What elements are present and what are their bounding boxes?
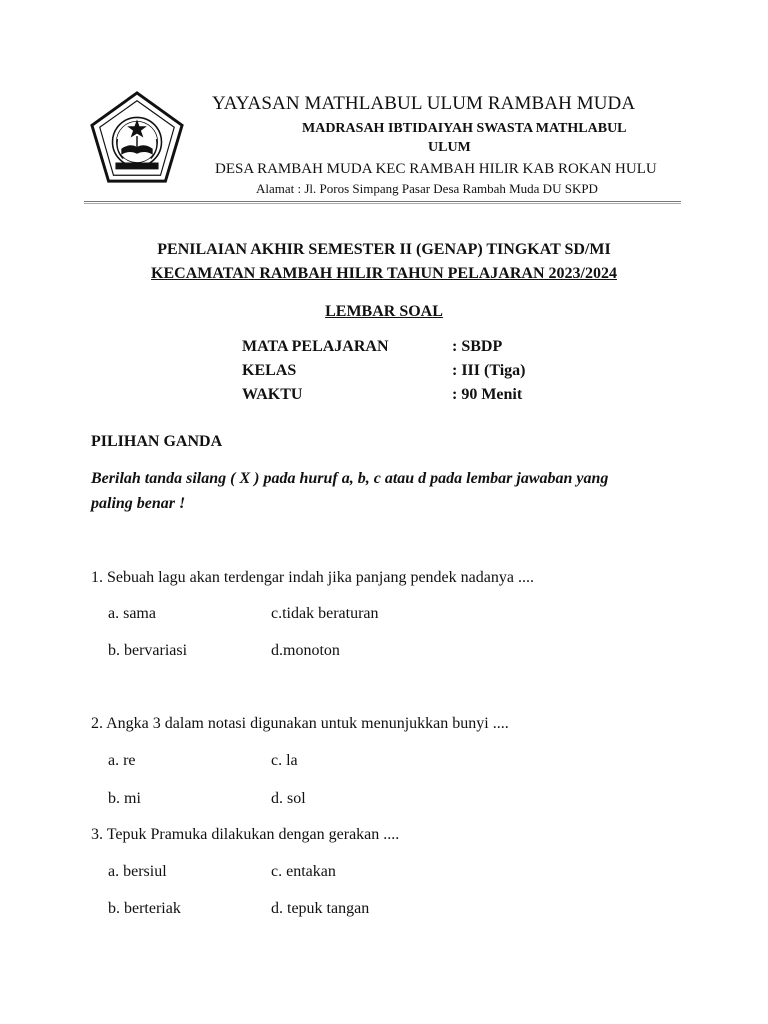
- question-3-option-b: b. berteriak: [108, 900, 181, 917]
- school-name-line1: MADRASAH IBTIDAIYAH SWASTA MATHLABUL: [302, 121, 627, 136]
- question-3-option-a: a. bersiul: [108, 863, 167, 880]
- question-2-option-d: d. sol: [271, 790, 306, 807]
- question-2: 2. Angka 3 dalam notasi digunakan untuk menunjukkan bunyi ....: [91, 715, 509, 732]
- question-1-option-b: b. bervariasi: [108, 642, 188, 659]
- sheet-title-wrap: [0, 303, 768, 321]
- madrasah-seal-logo-icon: [88, 90, 186, 188]
- question-2-option-c: c. la: [271, 752, 298, 769]
- class-label: KELAS: [242, 362, 297, 379]
- letterhead-divider-thin: [84, 203, 681, 204]
- time-label: WAKTU: [242, 386, 303, 403]
- school-name-line2: ULUM: [428, 140, 471, 155]
- question-1-option-a: a. sama: [108, 605, 156, 622]
- question-3-option-d: d. tepuk tangan: [271, 900, 370, 917]
- school-location: DESA RAMBAH MUDA KEC RAMBAH HILIR KAB ROKAN HULU: [215, 161, 657, 177]
- subject-label: MATA PELAJARAN: [242, 338, 389, 355]
- exam-title: PENILAIAN AKHIR SEMESTER II (GENAP) TINGKAT SD/MI: [157, 241, 611, 258]
- question-3-option-c: c. entakan: [271, 863, 336, 880]
- section-title: PILIHAN GANDA: [91, 433, 223, 450]
- exam-subtitle: KECAMATAN RAMBAH HILIR TAHUN PELAJARAN 2023/2024: [151, 265, 617, 282]
- subject-value: : SBDP: [452, 338, 503, 355]
- question-2-option-b: b. mi: [108, 790, 141, 807]
- instruction-line2: paling benar !: [91, 495, 186, 512]
- foundation-name: YAYASAN MATHLABUL ULUM RAMBAH MUDA: [212, 93, 636, 114]
- question-1: 1. Sebuah lagu akan terdengar indah jika panjang pendek nadanya ....: [91, 569, 534, 586]
- class-value: : III (Tiga): [452, 362, 526, 379]
- letterhead-divider: [84, 201, 681, 202]
- exam-subtitle-wrap: [0, 265, 768, 283]
- question-2-option-a: a. re: [108, 752, 136, 769]
- question-1-option-d: d.monoton: [271, 642, 340, 659]
- instruction-line1: Berilah tanda silang ( X ) pada huruf a, b, c atau d pada lembar jawaban yang: [91, 470, 609, 487]
- question-1-option-c: c.tidak beraturan: [271, 605, 379, 622]
- question-3: 3. Tepuk Pramuka dilakukan dengan gerakan ....: [91, 826, 400, 843]
- sheet-title: LEMBAR SOAL: [325, 303, 443, 320]
- time-value: : 90 Menit: [452, 386, 523, 403]
- school-address: Alamat : Jl. Poros Simpang Pasar Desa Rambah Muda DU SKPD: [256, 181, 598, 196]
